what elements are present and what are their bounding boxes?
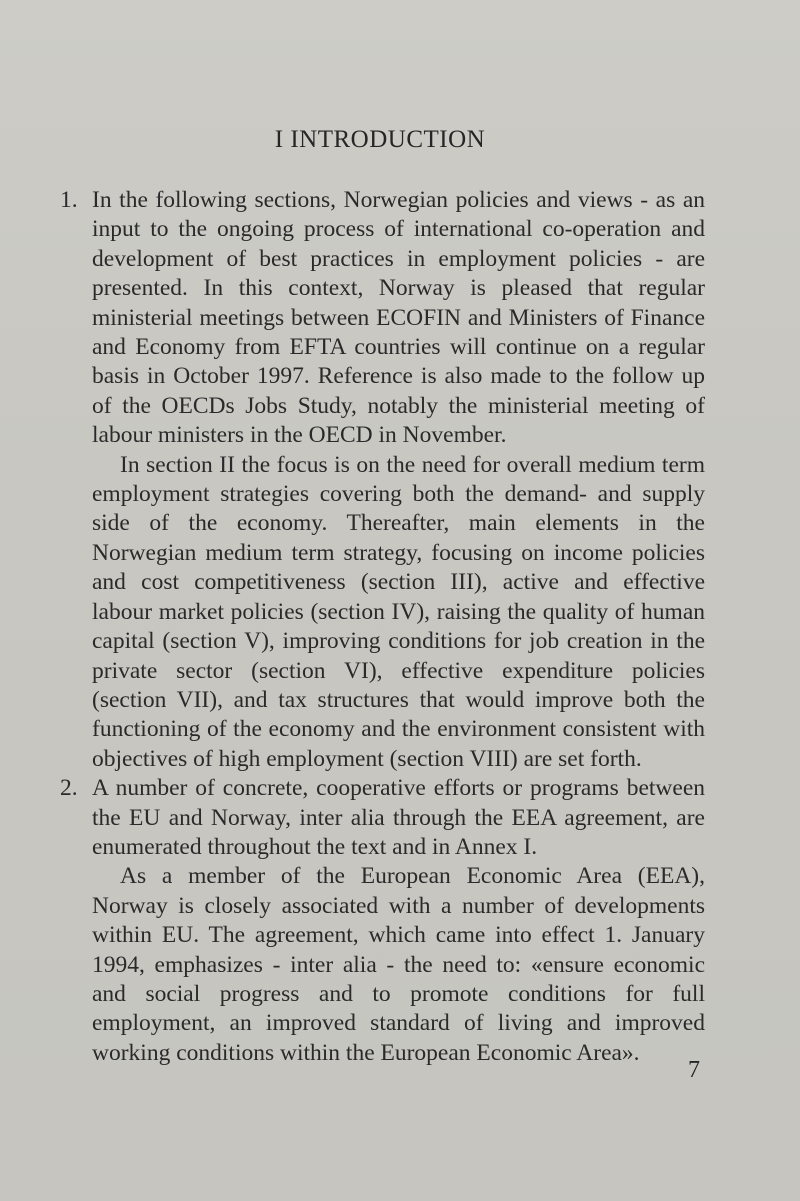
paragraph-2 bbox=[60, 774, 705, 862]
paragraph-number: 1. bbox=[60, 187, 78, 213]
paragraph-text: A number of concrete, cooperative efforts or programs between the EU and Norway, inter alia through the EEA agreement, are enumerated throughout the text and in Annex I. bbox=[92, 775, 705, 860]
paragraph-2-continued: As a member of the European Economic Area (EEA), Norway is closely associated with a number of developments within EU. The agreement, which came into effect 1. January 1994, emphasizes - inter alia - the need to: «ensure economic and social progress and to promote conditions for full employment, an improved standard of living and improved working conditions within the European Economic Area». bbox=[92, 863, 705, 1066]
paragraph-number: 2. bbox=[60, 775, 78, 802]
paragraph-1 bbox=[60, 186, 705, 451]
page-number: 7 bbox=[688, 1057, 700, 1083]
body-text bbox=[60, 186, 705, 1068]
section-title: I INTRODUCTION bbox=[274, 126, 486, 153]
paragraph-1-continued: In section II the focus is on the need for overall medium term employment strategies covering both the demand- and supply side of the economy. Thereafter, main elements in the Norwegian medium term strategy, focusing on income policies and cost competitiveness (section III), active and effective labour market policies (section IV), raising the quality of human capital (section V), improving conditions for job creation in the private sector (section VI), effective expenditure policies (section VII), and tax structures that would improve both the functioning of the economy and the environment consistent with objectives of high employment (section VIII) are set forth. bbox=[92, 451, 705, 772]
paragraph-text: In the following sections, Norwegian policies and views - as an input to the ongoing process of international co-operation and development of best practices in employment policies - are presented. In this context, Norway is pleased that regular ministerial meetings between ECOFIN and Ministers of Finance and Economy from EFTA countries will continue on a regular basis in October 1997. Reference is also made to the follow up of the OECDs Jobs Study, notably the ministerial meeting of labour ministers in the OECD in November. bbox=[92, 187, 705, 449]
